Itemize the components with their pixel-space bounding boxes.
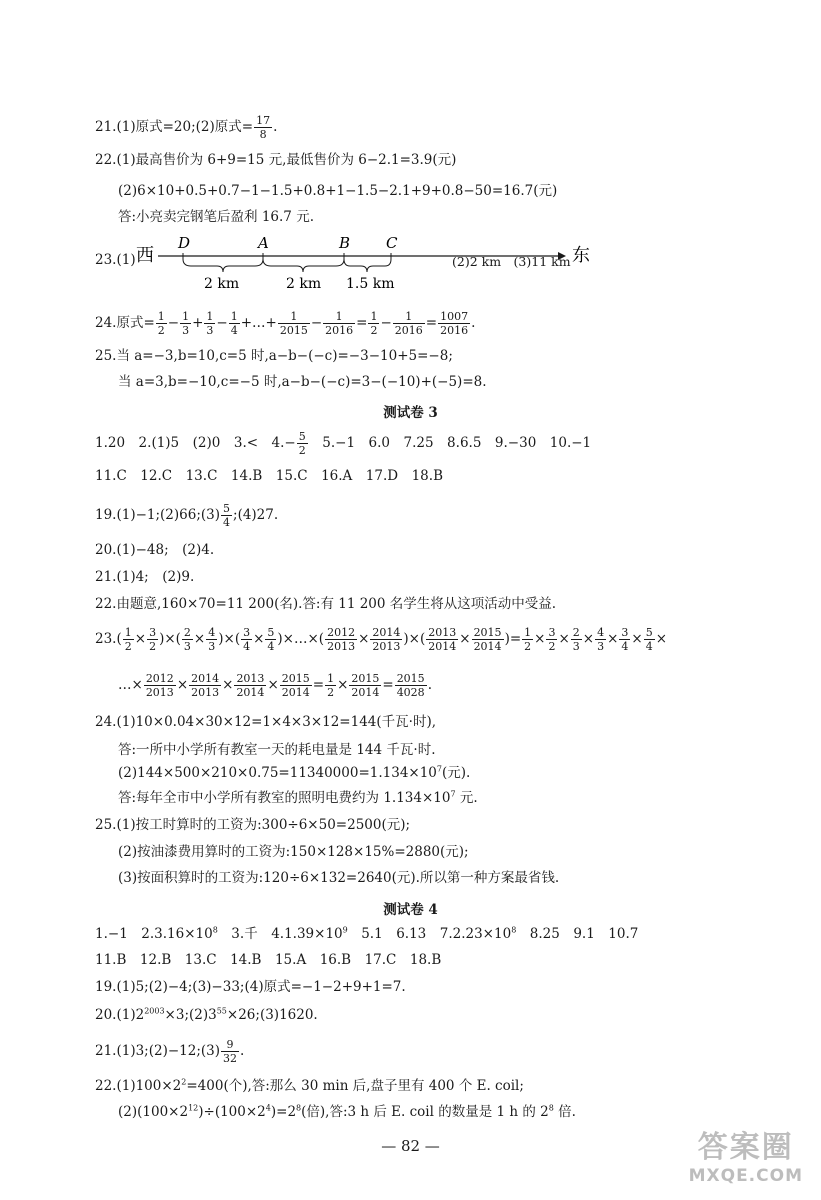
answer-23-suffix: (2)2 km (3)11 km [452, 254, 571, 269]
test3-line-4: 20.(1)−48; (2)4. [95, 542, 215, 558]
test3-line-13: 25.(1)按工时算时的工资为:300÷6×50=2500(元); [95, 817, 411, 833]
answer-22-conclusion: 答:小亮卖完钢笔后盈利 16.7 元. [118, 209, 314, 225]
west-label: 西 [136, 245, 154, 266]
test3-line-10: 答:一所中小学所有教室一天的耗电量是 144 千瓦·时. [118, 742, 436, 758]
answer-23-prefix: 23.(1) [95, 252, 136, 268]
watermark: 答案圈 MXQE.COM [688, 1130, 803, 1186]
section-title-test3: 测试卷 3 [383, 405, 438, 421]
test4-line-4: $20.(1)2^{2003}\times 3;(2)3^{55}\times 26;(3)1620$. [95, 1006, 318, 1023]
point-D: D [178, 234, 191, 252]
answer-21: 21.(1)原式=20;(2)原式= $\frac{17}{8}$ . [95, 114, 278, 141]
test4-line-7: $(2)(100\times 2^{12})\div(100\times 2^4)=2^8$(倍),答:3 h 后 E. coil 的数量是 1 h 的 $2^8$ 倍. [118, 1103, 576, 1120]
test4-line-3: 19.(1)5;(2)−4;(3)−33;(4)原式=−1−2+9+1=7. [95, 979, 406, 995]
test3-line-11: $(2)144\times 500\times 210\times 0.75=11340000=1.134\times 10^7$(元). [118, 764, 471, 781]
point-A: A [258, 234, 269, 252]
fraction: $\frac{17}{8}$ [256, 114, 271, 141]
test3-line-2: 11.C 12.C 13.C 14.B 15.C 16.A 17.D 18.B [95, 468, 443, 484]
distance-AB: 2 km [286, 276, 322, 292]
answer-22-2: (2)6×10+0.5+0.7−1−1.5+0.8+1−1.5−2.1+9+0.8−50=16.7(元) [118, 183, 558, 199]
point-C: C [386, 234, 398, 252]
brace-DA [183, 259, 263, 272]
point-B: B [339, 234, 351, 252]
section-title-test4: 测试卷 4 [383, 902, 438, 918]
test3-line-14: (2)按油漆费用算时的工资为:150×128×15%=2880(元); [118, 844, 469, 860]
test3-line-8: …× $\frac{2012}{2013}$ × $\frac{2014}{2013}$ × $\frac{2013}{2014}$ × $\frac{2015}{2014}$ = $\frac{1}{2}$ × $\frac{2015}{2014}$ = $\frac{2015}{4028}$ . [118, 672, 432, 699]
test3-line-12: 答:每年全市中小学所有教室的照明电费约为 $1.134\times 10^7$ 元. [118, 789, 478, 806]
test3-line-1: 1.20 2.(1)5 (2)0 3.< 4.− $\frac{5}{2}$ 5.−1 6.0 7.25 8.6.5 9.−30 10.−1 [95, 430, 592, 457]
answer-24: 24.原式= $\frac{1}{2}$ − $\frac{1}{3}$ + $\frac{1}{3}$ − $\frac{1}{4}$ +…+ $\frac{1}{2015}$ − $\frac{1}{2016}$ = $\frac{1}{2}$ − $\frac{1}{2016}$ = $\frac{1007}{2016}$ . [95, 310, 476, 337]
answer-25-2: 当 a=3,b=−10,c=−5 时,a−b−(−c)=3−(−10)+(−5)=8. [118, 374, 487, 390]
east-label: 东 [572, 245, 590, 266]
distance-DA: 2 km [204, 276, 240, 292]
brace-BC [344, 259, 391, 272]
answer-25-1: 25.当 a=−3,b=10,c=5 时,a−b−(−c)=−3−10+5=−8; [95, 348, 453, 364]
test3-line-7: 23.( $\frac{1}{2}$ × $\frac{3}{2}$ )×( $\frac{2}{3}$ × $\frac{4}{3}$ )×( $\frac{3}{4}$ × $\frac{5}{4}$ )×…×( $\frac{2012}{2013}$ × $\frac{2014}{2013}$ )×( $\frac{2013}{2014}$ × $\frac{2015}{2014}$ )= $\frac{1}{2}$ × $\frac{3}{2}$ × $\frac{2}{3}$ × $\frac{4}{3}$ × $\frac{3}{4}$ × $\frac{5}{4}$ × [95, 626, 668, 653]
page-number: — 82 — [381, 1137, 440, 1155]
test3-line-3: 19.(1)−1;(2)66;(3) $\frac{5}{4}$ ;(4)27. [95, 502, 279, 529]
brace-AB [263, 259, 344, 272]
test4-line-5: 21.(1)3;(2)−12;(3) $\frac{9}{32}$ . [95, 1038, 245, 1065]
test3-line-9: 24.(1)10×0.04×30×12=1×4×3×12=144(千瓦·时), [95, 714, 437, 730]
test3-line-5: 21.(1)4; (2)9. [95, 569, 195, 585]
answer-22-1: 22.(1)最高售价为 6+9=15 元,最低售价为 6−2.1=3.9(元) [95, 152, 457, 168]
test3-line-6: 22.由题意,160×70=11 200(名).答:有 11 200 名学生将从这项活动中受益. [95, 596, 557, 612]
test4-line-2: 11.B 12.B 13.C 14.B 15.A 16.B 17.C 18.B [95, 952, 442, 968]
test4-line-1: 1.−1 $2.3.16\times 10^8$ 3.千 $4.1.39\times 10^9$ 5.1 6.13 $7.2.23\times 10^8$ 8.25 9.1 10.7 [95, 925, 639, 942]
test3-line-15: (3)按面积算时的工资为:120÷6×132=2640(元).所以第一种方案最省钱. [118, 870, 560, 886]
test4-line-6: $22.(1)100\times 2^2=400$(个),答:那么 30 min 后,盘子里有 400 个 E. coil; [95, 1077, 524, 1094]
distance-BC: 1.5 km [346, 276, 395, 292]
